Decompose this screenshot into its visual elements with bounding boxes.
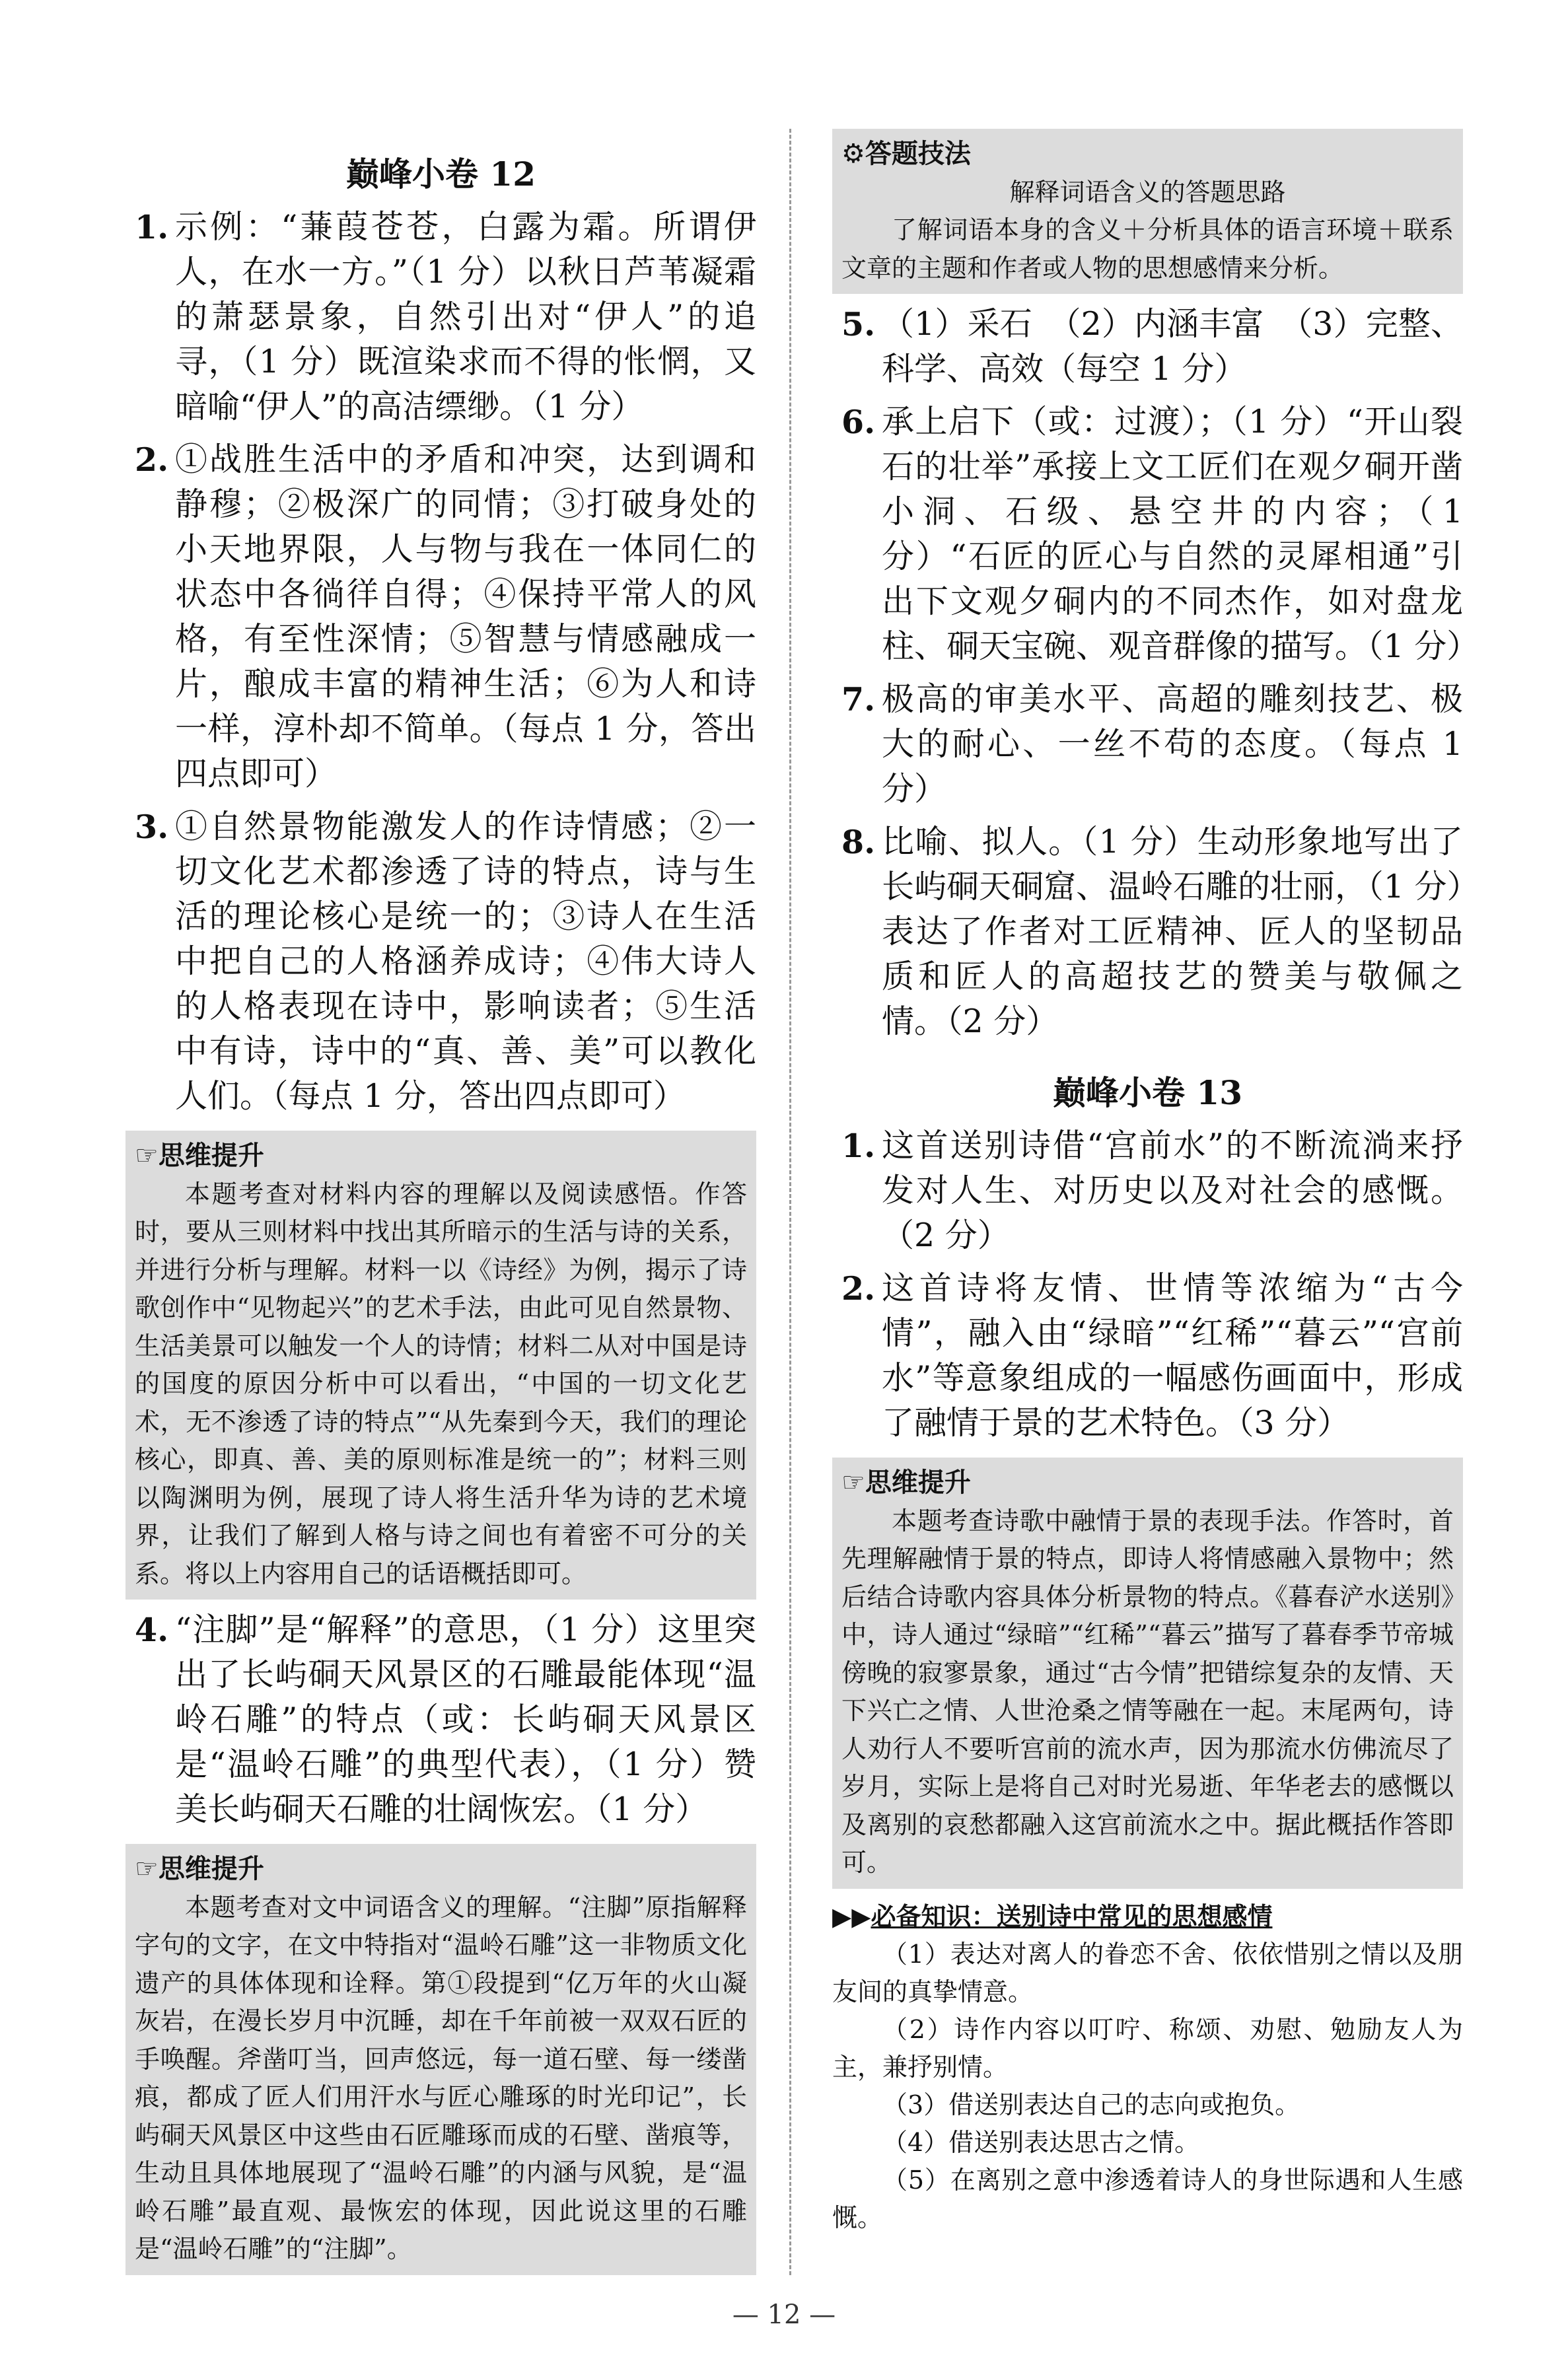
knowledge-item: （3）借送别表达自己的志向或抱负。 xyxy=(882,2090,1301,2119)
answer-number: 5. xyxy=(841,305,876,343)
answer-number: 2. xyxy=(841,1269,876,1308)
answer-2 xyxy=(125,437,756,796)
box-heading: ☞思维提升 xyxy=(135,1141,264,1171)
answer-1 xyxy=(125,205,756,429)
answer-7 xyxy=(832,677,1463,812)
knowledge-item: （4）借送别表达思古之情。 xyxy=(882,2127,1200,2157)
answer-4 xyxy=(125,1607,756,1832)
box-text: 本题考查对材料内容的理解以及阅读感悟。作答时，要从三则材料中找出其所暗示的生活与诗的关系，并进行分析与理解。材料一以《诗经》为例，揭示了诗歌创作中“见物起兴”的艺术手法，由此可见自然景物、生活美景可以触发一个人的诗情；材料二从对中国是诗的国度的原因分析中可以看出，“中国的一切文化艺术，无不渗透了诗的特点”“从先秦到今天，我们的理论核心，即真、善、美的原则标准是统一的”；材料三则以陶渊明为例，展现了诗人将生活升华为诗的艺术境界，让我们了解到人格与诗之间也有着密不可分的关系。将以上内容用自己的话语概括即可。 xyxy=(135,1179,747,1588)
answer-text: 示例：“蒹葭苍苍，白露为霜。所谓伊人，在水一方。”（1 分）以秋日芦苇凝霜的萧瑟景象，自然引出对“伊人”的追寻，（1 分）既渲染求而不得的怅惘，又暗喻“伊人”的高洁缥缈。（1 分） xyxy=(175,208,756,425)
answer-number: 1. xyxy=(135,208,169,246)
answer-number: 7. xyxy=(841,680,876,719)
answer-8 xyxy=(832,820,1463,1044)
answer-6 xyxy=(832,400,1479,669)
thumb-pointer-icon: ☞ xyxy=(841,1467,865,1498)
answer-number: 8. xyxy=(841,823,876,861)
answer-text: 这首诗将友情、世情等浓缩为“古今情”，融入由“绿暗”“红稀”“暮云”“宫前水”等意象组成的一幅感伤画面中，形成了融情于景的艺术特色。（3 分） xyxy=(882,1269,1463,1442)
gear-icon: ⚙ xyxy=(841,139,865,169)
answer-13-2 xyxy=(832,1266,1463,1446)
answer-number: 3. xyxy=(135,808,169,846)
knowledge-item: （5）在离别之意中渗透着诗人的身世际遇和人生感慨。 xyxy=(832,2165,1463,2232)
knowledge-item: （2）诗作内容以叮咛、称颂、劝慰、勉励友人为主，兼抒别情。 xyxy=(832,2014,1463,2082)
answer-number: 6. xyxy=(841,403,876,441)
left-column xyxy=(125,129,756,2275)
thumb-pointer-icon: ☞ xyxy=(135,1141,159,1171)
answer-text: （1）采石 （2）内涵丰富 （3）完整、科学、高效（每空 1 分） xyxy=(882,305,1463,388)
answer-text: 极高的审美水平、高超的雕刻技艺、极大的耐心、一丝不苟的态度。（每点 1 分） xyxy=(882,680,1463,808)
page-number: — 12 — xyxy=(732,2299,836,2330)
section-title-12: 巅峰小卷 12 xyxy=(346,155,536,194)
answer-number: 4. xyxy=(135,1611,169,1649)
answer-3 xyxy=(125,804,756,1119)
box-heading: ☞思维提升 xyxy=(841,1467,971,1498)
technique-subtitle: 解释词语含义的答题思路 xyxy=(1009,177,1286,207)
box-text: 本题考查对文中词语含义的理解。“注脚”原指解释字句的文字，在文中特指对“温岭石雕”这一非物质文化遗产的具体体现和诠释。第①段提到“亿万年的火山凝灰岩，在漫长岁月中沉睡，却在千年前被一双双石匠的手唤醒。斧凿叮当，回声悠远，每一道石壁、每一缕凿痕，都成了匠人们用汗水与匠心雕琢的时光印记”，长屿硐天风景区中这些由石匠雕琢而成的石壁、凿痕等，生动且具体地展现了“温岭石雕”的内涵与风貌，是“温岭石雕”最直观、最恢宏的体现，因此说这里的石雕是“温岭石雕”的“注脚”。 xyxy=(135,1892,747,2263)
box-heading: ⚙答题技法 xyxy=(841,139,971,169)
answer-number: 1. xyxy=(841,1127,876,1165)
double-arrow-icon: ▶▶ xyxy=(832,1901,871,1931)
technique-box xyxy=(832,129,1463,294)
thinking-box-2 xyxy=(125,1844,756,2275)
thinking-box-3 xyxy=(832,1458,1463,1889)
answer-text: “注脚”是“解释”的意思，（1 分）这里突出了长屿硐天风景区的石雕最能体现“温岭石雕”的特点（或：长屿硐天风景区是“温岭石雕”的典型代表），（1 分）赞美长屿硐天石雕的壮阔恢宏。（1 分） xyxy=(175,1611,756,1828)
answer-5 xyxy=(832,302,1463,392)
knowledge-heading: ▶▶必备知识：送别诗中常见的思想感情 xyxy=(832,1901,1273,1931)
answer-text: ①战胜生活中的矛盾和冲突，达到调和静穆；②极深广的同情；③打破身处的小天地界限，人与物与我在一体同仁的状态中各徜徉自得；④保持平常人的风格，有至性深情；⑤智慧与情感融成一片，酿成丰富的精神生活；⑥为人和诗一样，淳朴却不简单。（每点 1 分，答出四点即可） xyxy=(175,440,756,793)
box-heading: ☞思维提升 xyxy=(135,1854,264,1884)
answer-text: ①自然景物能激发人的作诗情感；②一切文化艺术都渗透了诗的特点，诗与生活的理论核心是统一的；③诗人在生活中把自己的人格涵养成诗；④伟大诗人的人格表现在诗中，影响读者；⑤生活中有诗，诗中的“真、善、美”可以教化人们。（每点 1 分，答出四点即可） xyxy=(175,808,756,1115)
thinking-box-1 xyxy=(125,1131,756,1600)
essential-knowledge xyxy=(832,1898,1463,2237)
technique-text: 了解词语本身的含义＋分析具体的语言环境＋联系文章的主题和作者或人物的思想感情来分析。 xyxy=(841,215,1454,283)
answer-text: 比喻、拟人。（1 分）生动形象地写出了长屿硐天硐窟、温岭石雕的壮丽，（1 分）表达了作者对工匠精神、匠人的坚韧品质和匠人的高超技艺的赞美与敬佩之情。（2 分） xyxy=(882,823,1463,1040)
answer-number: 2. xyxy=(135,440,169,479)
box-text: 本题考查诗歌中融情于景的表现手法。作答时，首先理解融情于景的特点，即诗人将情感融入景物中；然后结合诗歌内容具体分析景物的特点。《暮春浐水送别》中，诗人通过“绿暗”“红稀”“暮云”描写了暮春季节帝城傍晚的寂寥景象，通过“古今情”把错综复杂的友情、天下兴亡之情、人世沧桑之情等融在一起。末尾两句，诗人劝行人不要听宫前的流水声，因为那流水仿佛流尽了岁月，实际上是将自己对时光易逝、年华老去的感慨以及离别的哀愁都融入这宫前流水之中。据此概括作答即可。 xyxy=(841,1506,1454,1877)
knowledge-item: （1）表达对离人的眷恋不舍、依依惜别之情以及朋友间的真挚情意。 xyxy=(832,1939,1463,2006)
answer-13-1 xyxy=(832,1123,1463,1258)
section-title-13: 巅峰小卷 13 xyxy=(1053,1073,1242,1112)
answer-text: 这首送别诗借“宫前水”的不断流淌来抒发对人生、对历史以及对社会的感慨。（2 分） xyxy=(882,1127,1463,1254)
answer-text: 承上启下（或：过渡）；（1 分）“开山裂石的壮举”承接上文工匠们在观夕硐开凿小洞、石级、悬空井的内容；（1 分）“石匠的匠心与自然的灵犀相通”引出下文观夕硐内的不同杰作，如对盘龙柱、硐天宝碗、观音群像的描写。（1 分） xyxy=(882,403,1479,665)
columns xyxy=(0,129,1568,2275)
right-column xyxy=(789,129,1479,2275)
thumb-pointer-icon: ☞ xyxy=(135,1854,159,1884)
